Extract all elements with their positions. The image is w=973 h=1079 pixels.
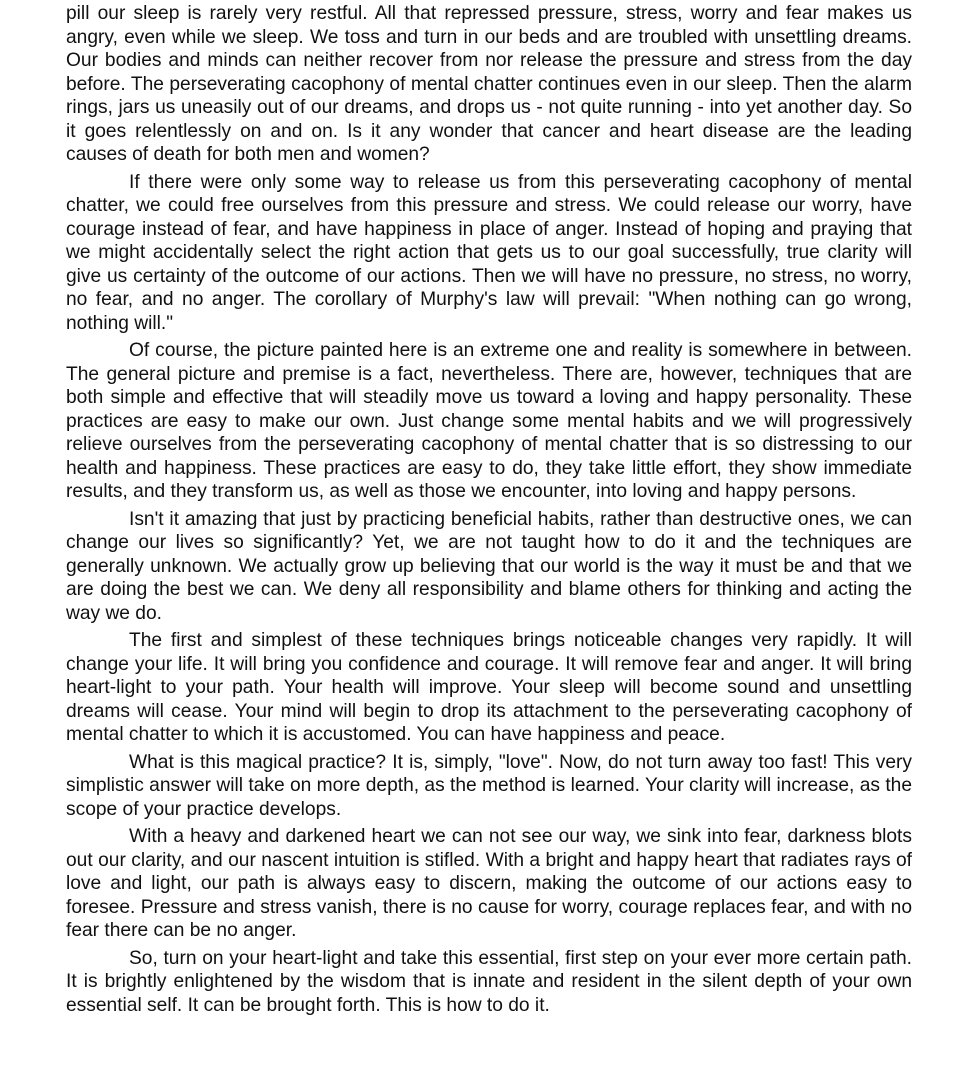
paragraph-3: Of course, the picture painted here is an extreme one and reality is somewhere in between. The general picture and premise is a fact, nevertheless. There are, however, techniques that are both simple and effective that will steadily move us toward a loving and happy personality. These practices are easy to make our own. Just change some mental habits and we will progressively relieve ourselves from the perseverating cacophony of mental chatter that is so distressing to our health and happiness. These practices are easy to do, they take little effort, they show immediate results, and they transform us, as well as those we encounter, into loving and happy persons. <box>66 340 912 502</box>
paragraph-1: pill our sleep is rarely very restful. All that repressed pressure, stress, worry and fear makes us angry, even while we sleep. We toss and turn in our beds and are troubled with unsettling dreams. Our bodies and minds can neither recover from nor release the pressure and stress from the day before. The perseverating cacophony of mental chatter continues even in our sleep. Then the alarm rings, jars us uneasily out of our dreams, and drops us - not quite running - into yet another day. So it goes relentlessly on and on. Is it any wonder that cancer and heart disease are the leading causes of death for both men and women? <box>66 3 912 165</box>
paragraph-2: If there were only some way to release us from this perseverating cacophony of mental chatter, we could free ourselves from this pressure and stress. We could release our worry, have courage instead of fear, and have happiness in place of anger. Instead of hoping and praying that we might accidentally select the right action that gets us to our goal successfully, true clarity will give us certainty of the outcome of our actions. Then we will have no pressure, no stress, no worry, no fear, and no anger. The corollary of Murphy's law will prevail: "When nothing can go wrong, nothing will." <box>66 171 912 334</box>
paragraph-6: What is this magical practice? It is, simply, "love". Now, do not turn away too fast! This very simplistic answer will take on more depth, as the method is learned. Your clarity will increase, as the scope of your practice develops. <box>66 751 912 820</box>
paragraph-5: The first and simplest of these techniques brings noticeable changes very rapidly. It will change your life. It will bring you confidence and courage. It will remove fear and anger. It will bring heart-light to your path. Your health will improve. Your sleep will become sound and unsettling dreams will cease. Your mind will begin to drop its attachment to the perseverating cacophony of mental chatter to which it is accustomed. You can have happiness and peace. <box>66 630 912 745</box>
document-page <box>66 2 912 1021</box>
paragraph-7: With a heavy and darkened heart we can not see our way, we sink into fear, darkness blots out our clarity, and our nascent intuition is stifled. With a bright and happy heart that radiates rays of love and light, our path is always easy to discern, making the outcome of our actions easy to foresee. Pressure and stress vanish, there is no cause for worry, courage replaces fear, and with no fear there can be no anger. <box>66 826 912 941</box>
paragraph-8: So, turn on your heart-light and take this essential, first step on your ever more certain path. It is brightly enlightened by the wisdom that is innate and resident in the silent depth of your own essential self. It can be brought forth. This is how to do it. <box>66 947 912 1016</box>
paragraph-4: Isn't it amazing that just by practicing beneficial habits, rather than destructive ones, we can change our lives so significantly? Yet, we are not taught how to do it and the techniques are generally unknown. We actually grow up believing that our world is the way it must be and that we are doing the best we can. We deny all responsibility and blame others for thinking and acting the way we do. <box>66 508 912 624</box>
